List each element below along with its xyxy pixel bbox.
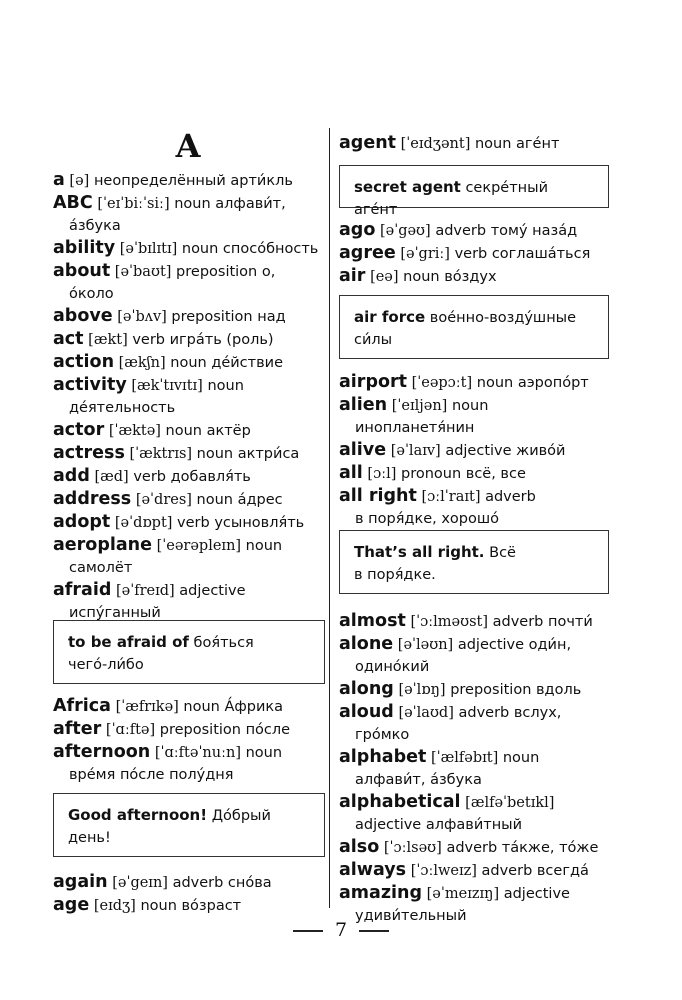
transcription: [əˈdɒpt] <box>114 515 173 531</box>
headword: alien <box>339 395 388 415</box>
definition: noun актри́са <box>196 446 300 462</box>
dictionary-entry <box>53 169 325 192</box>
dictionary-entry <box>53 305 325 328</box>
dictionary-entry <box>339 265 611 288</box>
headword: alone <box>339 634 394 654</box>
definition: noun де́йствие <box>170 355 283 371</box>
dictionary-entry <box>53 871 325 894</box>
definition: adverb сно́ва <box>172 875 272 891</box>
dictionary-entry <box>339 394 611 417</box>
definition: verb игра́ть (роль) <box>132 332 274 348</box>
dictionary-entry <box>339 633 611 656</box>
phrase-box-container <box>339 295 611 359</box>
transcription: [əˈgəʊ] <box>379 223 431 239</box>
definition: adverb всегда́ <box>481 863 589 879</box>
entries-group <box>339 132 611 155</box>
dictionary-entry <box>339 746 611 769</box>
headword: also <box>339 837 380 857</box>
phrase-box-container <box>339 530 611 594</box>
transcription: [æd] <box>94 469 129 485</box>
transcription: [ˈæktrɪs] <box>129 446 193 462</box>
entries-group <box>339 371 611 530</box>
transcription: [ˈæktə] <box>108 423 161 439</box>
transcription: [əˈbaʊt] <box>114 264 172 280</box>
entries-group <box>339 219 611 288</box>
headword: aeroplane <box>53 535 152 555</box>
definition: noun алфави́т, <box>174 196 286 212</box>
definition: verb добавля́ть <box>133 469 251 485</box>
headword: age <box>53 895 90 915</box>
transcription: [əˈbɪlɪtɪ] <box>119 241 178 257</box>
dictionary-entry <box>339 678 611 701</box>
dictionary-entry <box>53 351 325 374</box>
dictionary-entry <box>53 488 325 511</box>
dictionary-entry <box>339 485 611 508</box>
phrase-box-container <box>53 620 325 684</box>
dictionary-entry <box>339 610 611 633</box>
phrase-translation: боя́ться <box>193 635 254 651</box>
dictionary-entry <box>53 374 325 397</box>
headword: along <box>339 679 394 699</box>
dictionary-entry <box>339 791 611 814</box>
dictionary-entry <box>339 439 611 462</box>
headword: ability <box>53 238 116 258</box>
definition: adjective оди́н, <box>457 637 572 653</box>
phrase-text: That’s all right. <box>354 543 485 561</box>
headword: always <box>339 860 407 880</box>
headword: about <box>53 261 111 281</box>
entries-group <box>53 695 325 786</box>
dictionary-entry <box>53 237 325 260</box>
transcription: [ˈeɪˈbiːˈsiː] <box>97 196 170 212</box>
dictionary-entry <box>53 695 325 718</box>
transcription: [ˈɔːlweɪz] <box>410 863 477 879</box>
definition-continuation: а́збука <box>69 218 121 234</box>
phrase-box <box>53 620 325 684</box>
dictionary-entry <box>53 465 325 488</box>
transcription: [ˈɔːlməʊst] <box>410 614 489 630</box>
headword: a <box>53 170 65 190</box>
dictionary-entry <box>53 741 325 764</box>
entries-group <box>339 610 611 927</box>
page-number: 7 <box>334 919 348 941</box>
transcription: [ˈæfrɪkə] <box>115 699 179 715</box>
phrase-box-container <box>339 165 611 218</box>
transcription: [ɔːlˈraɪt] <box>421 489 481 505</box>
transcription: [ˈɔːlsəʊ] <box>383 840 442 856</box>
transcription: [əˈmeɪzɪŋ] <box>426 886 500 902</box>
phrase-box <box>339 165 609 218</box>
footer-dash <box>359 930 389 932</box>
headword: almost <box>339 611 406 631</box>
definition: noun аэропо́рт <box>476 375 589 391</box>
transcription: [əˈlaɪv] <box>390 443 441 459</box>
transcription: [ˈeərəpleɪn] <box>156 538 242 554</box>
definition-continuation: вре́мя по́сле полу́дня <box>69 767 234 783</box>
headword: above <box>53 306 113 326</box>
dictionary-entry <box>53 579 325 602</box>
definition: noun спосо́бность <box>181 241 319 257</box>
transcription: [əˈgriː] <box>400 246 450 262</box>
definition: noun <box>245 538 283 554</box>
dictionary-entry <box>53 718 325 741</box>
definition: noun а́дрес <box>196 492 283 508</box>
definition-continuation: испу́ганный <box>69 605 161 621</box>
headword: alphabet <box>339 747 427 767</box>
definition: preposition о, <box>176 264 276 280</box>
dictionary-entry <box>339 219 611 242</box>
transcription: [əˈlɒŋ] <box>398 682 446 698</box>
page-number-footer <box>0 918 682 942</box>
transcription: [ˈeəpɔːt] <box>411 375 473 391</box>
entries-group <box>53 871 325 917</box>
definition-continuation: гро́мко <box>355 727 410 743</box>
headword: amazing <box>339 883 423 903</box>
phrase-box <box>339 295 609 359</box>
definition: adverb тому́ наза́д <box>435 223 578 239</box>
dictionary-entry <box>339 132 611 155</box>
definition: noun <box>502 750 540 766</box>
definition: preposition вдоль <box>450 682 582 698</box>
headword: afternoon <box>53 742 151 762</box>
footer-dash <box>293 930 323 932</box>
section-letter: A <box>175 127 201 165</box>
definition: noun аге́нт <box>474 136 560 152</box>
transcription: [ˈeɪdʒənt] <box>400 136 471 152</box>
dictionary-entry <box>53 419 325 442</box>
definition: verb соглаша́ться <box>454 246 591 262</box>
headword: ABC <box>53 193 93 213</box>
dictionary-entry <box>53 442 325 465</box>
headword: all <box>339 463 363 483</box>
definition: preposition по́сле <box>159 722 291 738</box>
dictionary-entry <box>53 894 325 917</box>
transcription: [əˈləʊn] <box>397 637 454 653</box>
transcription: [ɔːl] <box>367 466 397 482</box>
headword: airport <box>339 372 407 392</box>
headword: Africa <box>53 696 111 716</box>
definition: pronoun всё, все <box>401 466 526 482</box>
phrase-translation-cont: день! <box>68 830 111 846</box>
headword: actor <box>53 420 105 440</box>
phrase-translation-cont: чего́-ли́бо <box>68 657 144 673</box>
headword: alive <box>339 440 387 460</box>
phrase-text: secret agent <box>354 178 461 196</box>
transcription: [əˈfreɪd] <box>116 583 175 599</box>
definition: adverb почти́ <box>492 614 593 630</box>
definition-continuation: инопланетя́нин <box>355 420 475 436</box>
transcription: [ælfəˈbetɪkl] <box>465 795 555 811</box>
headword: alphabetical <box>339 792 461 812</box>
definition-continuation: в поря́дке, хорошо́ <box>355 511 500 527</box>
dictionary-entry <box>339 701 611 724</box>
definition-continuation: adjective алфави́тный <box>355 817 523 833</box>
transcription: [ˈeɪljən] <box>391 398 448 414</box>
transcription: [ˈɑːftə] <box>105 722 156 738</box>
definition: adverb <box>485 489 536 505</box>
headword: air <box>339 266 366 286</box>
phrase-text: to be afraid of <box>68 633 189 651</box>
headword: actress <box>53 443 125 463</box>
definition: noun актёр <box>165 423 251 439</box>
phrase-translation: До́брый <box>211 808 271 824</box>
transcription: [əˈbʌv] <box>117 309 167 325</box>
headword: adopt <box>53 512 111 532</box>
dictionary-entry <box>339 836 611 859</box>
transcription: [eə] <box>370 269 399 285</box>
headword: address <box>53 489 132 509</box>
definition: noun А́фрика <box>183 699 284 715</box>
headword: add <box>53 466 90 486</box>
definition: noun <box>207 378 244 394</box>
headword: ago <box>339 220 376 240</box>
definition: verb усыновля́ть <box>177 515 305 531</box>
headword: afraid <box>53 580 112 600</box>
phrase-box <box>339 530 609 594</box>
headword: aloud <box>339 702 394 722</box>
phrase-box-container <box>53 793 325 857</box>
phrase-translation: Всё <box>489 545 516 561</box>
definition-continuation: одино́кий <box>355 659 430 675</box>
headword: after <box>53 719 102 739</box>
transcription: [ə] <box>69 173 90 189</box>
transcription: [ˈɑːftəˈnuːn] <box>154 745 241 761</box>
dictionary-entry <box>339 371 611 394</box>
dictionary-entry <box>339 242 611 265</box>
transcription: [eɪdʒ] <box>93 898 136 914</box>
headword: activity <box>53 375 127 395</box>
transcription: [ækˈtɪvɪtɪ] <box>131 378 203 394</box>
transcription: [ækʃn] <box>118 355 166 371</box>
transcription: [əˈdres] <box>135 492 192 508</box>
dictionary-entry <box>53 192 325 215</box>
dictionary-entry <box>339 462 611 485</box>
column-divider <box>329 128 330 908</box>
definition-continuation: удиви́тельный <box>355 908 467 924</box>
definition-continuation: о́коло <box>69 286 114 302</box>
transcription: [əˈlaʊd] <box>398 705 454 721</box>
definition: noun <box>451 398 489 414</box>
transcription: [əˈgeɪn] <box>112 875 168 891</box>
phrase-translation: вое́нно-возду́шные <box>429 310 577 326</box>
dictionary-entry <box>53 260 325 283</box>
transcription: [ˈælfəbɪt] <box>430 750 499 766</box>
phrase-text: air force <box>354 308 426 326</box>
definition: adjective <box>503 886 570 902</box>
phrase-box <box>53 793 325 857</box>
definition: noun <box>245 745 283 761</box>
headword: agent <box>339 133 397 153</box>
definition: noun во́здух <box>403 269 497 285</box>
dictionary-entry <box>53 328 325 351</box>
phrase-translation: секре́тный аге́нт <box>354 180 549 218</box>
definition: неопределённый арти́кль <box>93 173 293 189</box>
phrase-translation-cont: си́лы <box>354 332 393 348</box>
definition: adjective <box>179 583 246 599</box>
phrase-translation-cont: в поря́дке. <box>354 567 436 583</box>
entries-group <box>53 169 325 624</box>
dictionary-entry <box>339 882 611 905</box>
dictionary-entry <box>53 534 325 557</box>
definition: adverb вслух, <box>458 705 562 721</box>
definition-continuation: алфави́т, а́збука <box>355 772 482 788</box>
headword: all right <box>339 486 417 506</box>
headword: action <box>53 352 115 372</box>
definition: adverb та́кже, то́же <box>446 840 599 856</box>
headword: again <box>53 872 108 892</box>
headword: act <box>53 329 84 349</box>
definition: preposition над <box>171 309 286 325</box>
phrase-text: Good afternoon! <box>68 806 208 824</box>
definition: noun во́зраст <box>140 898 242 914</box>
headword: agree <box>339 243 396 263</box>
dictionary-entry <box>53 511 325 534</box>
definition: adjective живо́й <box>445 443 566 459</box>
definition-continuation: де́ятельность <box>69 400 176 416</box>
transcription: [ækt] <box>88 332 128 348</box>
dictionary-entry <box>339 859 611 882</box>
definition-continuation: самолёт <box>69 560 133 576</box>
